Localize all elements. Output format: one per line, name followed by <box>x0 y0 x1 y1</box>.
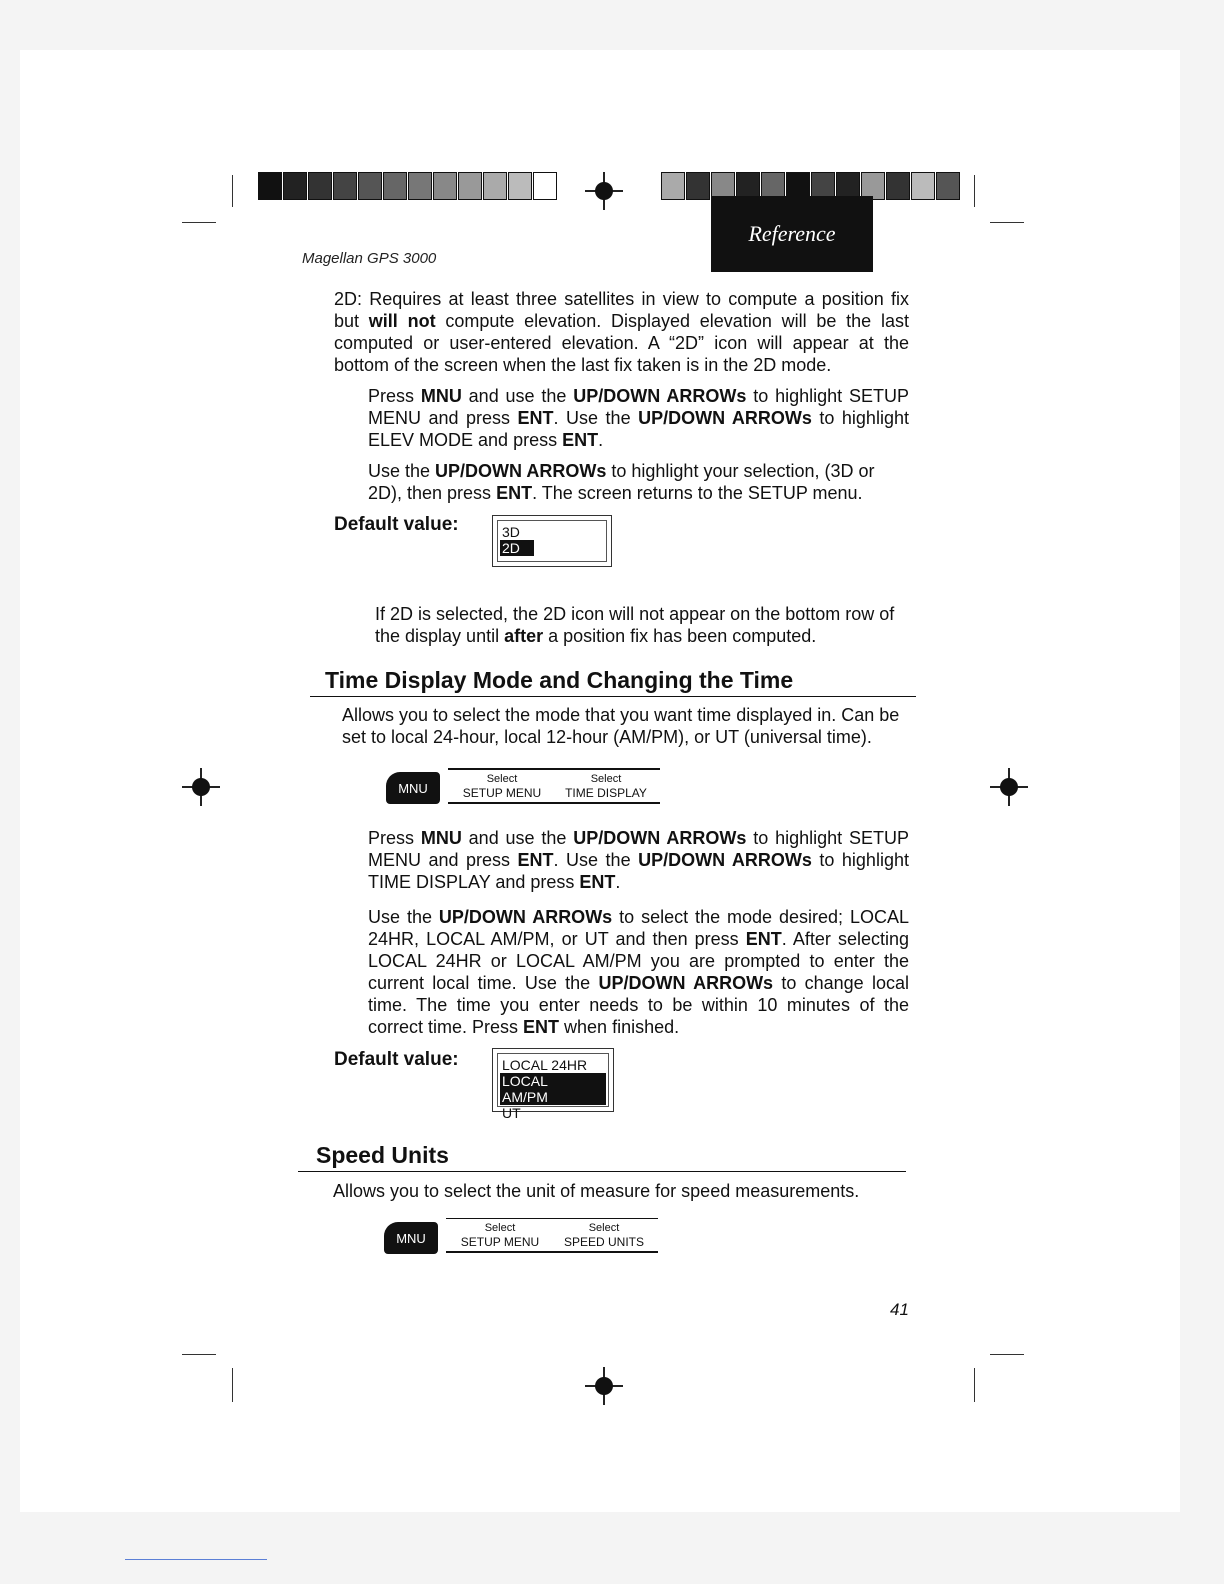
mnu-key-icon: MNU <box>386 772 440 804</box>
paragraph-elev-instructions: Press MNU and use the UP/DOWN ARROWs to highlight SETUP MENU and press ENT. Use the UP/DOWN ARROWs to highlight ELEV MODE and press ENT. <box>368 386 910 450</box>
print-color-bar-left <box>258 172 558 200</box>
crop-mark <box>974 175 975 207</box>
paragraph-2d-note: If 2D is selected, the 2D icon will not appear on the bottom row of the display until after a position fix has been computed. <box>375 604 895 646</box>
crop-mark <box>990 222 1024 223</box>
menu-step: Select SETUP MENU <box>448 768 556 804</box>
menu-step: Select SETUP MENU <box>446 1218 554 1253</box>
crop-mark <box>974 1368 975 1402</box>
lcd-option-selected: LOCAL AM/PM <box>500 1073 606 1105</box>
registration-mark-icon <box>188 774 214 800</box>
registration-mark-icon <box>591 1373 617 1399</box>
lcd-elev-mode <box>492 515 612 567</box>
heading-rule <box>298 1171 906 1172</box>
paragraph-speed-description: Allows you to select the unit of measure for speed measurements. <box>333 1181 860 1201</box>
crop-mark <box>232 175 233 207</box>
lcd-option-selected: 2D <box>500 540 534 556</box>
paragraph-elev-selection: Use the UP/DOWN ARROWs to highlight your selection, (3D or 2D), then press ENT. The screen returns to the SETUP menu. <box>368 461 875 503</box>
registration-mark-icon <box>591 178 617 204</box>
default-value-label: Default value: <box>334 514 459 535</box>
registration-mark-icon <box>996 774 1022 800</box>
paragraph-time-selection: Use the UP/DOWN ARROWs to select the mode desired; LOCAL 24HR, LOCAL AM/PM, or UT and then press ENT. After selecting LOCAL 24HR or LOCAL AM/PM you are prompted to enter the current local time. Use the UP/DOWN ARROWs to change local time. The time you enter needs to be within 10 minutes of the correct time. Press ENT when finished. <box>368 907 910 1037</box>
default-value-label: Default value: <box>334 1049 459 1070</box>
heading-rule <box>310 696 916 697</box>
menu-step: Select SPEED UNITS <box>550 1218 658 1253</box>
scan-edge-line <box>125 1559 267 1560</box>
lcd-time-display <box>492 1048 614 1121</box>
lcd-option: 3D <box>502 524 520 540</box>
crop-mark <box>182 1354 216 1355</box>
page-number: 41 <box>890 1300 909 1319</box>
menu-step: Select TIME DISPLAY <box>552 768 660 804</box>
paragraph-2d-mode: 2D: Requires at least three satellites in view to compute a position fix but will not compute elevation. Displayed elevation will be the last computed or user-entered elevation. A “2D” icon will appear at the bottom of the screen when the last fix taken is in the 2D mode. <box>334 289 909 375</box>
running-head: Magellan GPS 3000 <box>302 250 437 267</box>
paragraph-time-instructions: Press MNU and use the UP/DOWN ARROWs to highlight SETUP MENU and press ENT. Use the UP/DOWN ARROWs to highlight TIME DISPLAY and press ENT. <box>368 828 910 892</box>
lcd-option: LOCAL 24HR <box>502 1057 588 1073</box>
crop-mark <box>232 1368 233 1402</box>
section-tab: Reference <box>711 196 873 272</box>
crop-mark <box>182 222 216 223</box>
crop-mark <box>990 1354 1024 1355</box>
section-heading-speed: Speed Units <box>316 1142 449 1168</box>
paragraph-time-description: Allows you to select the mode that you want time displayed in. Can be set to local 24-hour, local 12-hour (AM/PM), or UT (universal time). <box>342 705 900 747</box>
section-heading-time: Time Display Mode and Changing the Time <box>325 667 794 693</box>
lcd-option: UT <box>502 1105 521 1121</box>
mnu-key-icon: MNU <box>384 1222 438 1254</box>
